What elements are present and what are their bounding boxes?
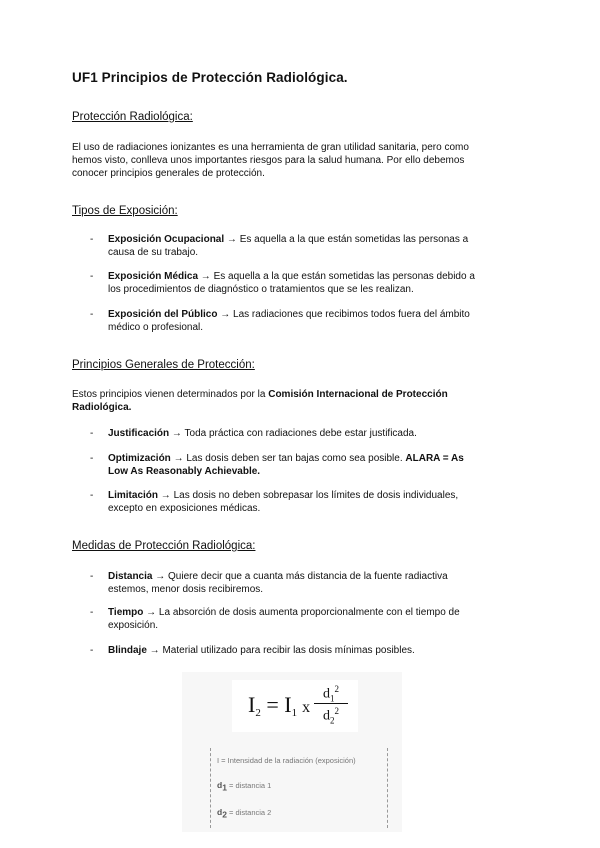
num-sub: 1 bbox=[330, 693, 335, 704]
item-term: Optimización bbox=[108, 453, 171, 464]
item-term: Exposición Médica → bbox=[108, 271, 211, 282]
item-text: Es aquella a la que están sometidas las personas debido a bbox=[210, 271, 475, 282]
legend-d1-text: = distancia 1 bbox=[229, 781, 272, 790]
den-d: d bbox=[323, 708, 330, 724]
den-sub: 2 bbox=[330, 715, 335, 726]
item-text: → Las dosis deben ser tan bajas como sea posible. bbox=[170, 453, 406, 464]
item-text-cont: exposición. bbox=[108, 620, 159, 631]
list-dash: - bbox=[90, 234, 94, 245]
item-term: Tiempo → bbox=[108, 607, 157, 618]
inverse-square-formula-figure bbox=[182, 672, 402, 832]
item-term: Distancia bbox=[108, 571, 153, 582]
item-text: La absorción de dosis aumenta proporcionalmente con el tiempo de bbox=[156, 607, 460, 618]
list-dash: - bbox=[90, 271, 94, 282]
item-text: → Las dosis no deben sobrepasar los límites de dosis individuales, bbox=[158, 490, 459, 501]
heading-principios-generales: Principios Generales de Protección: bbox=[72, 359, 255, 371]
formula-lhs-sub: 2 bbox=[255, 707, 261, 719]
item-text: → Material utilizado para recibir las dosis mínimas posibles. bbox=[146, 645, 415, 656]
commission-name: Comisión Internacional de Protección bbox=[268, 389, 448, 400]
intro-paragraph bbox=[72, 141, 534, 180]
item-text-cont: médico o profesional. bbox=[108, 322, 204, 333]
document-title: UF1 Principios de Protección Radiológica. bbox=[72, 70, 348, 85]
legend-d2-text: = distancia 2 bbox=[229, 808, 272, 817]
item-term: Limitación bbox=[108, 490, 159, 501]
formula-lhs: I bbox=[248, 692, 256, 717]
num-d: d bbox=[323, 686, 330, 702]
den-sup: 2 bbox=[334, 706, 339, 716]
legend-d1-symbol: d bbox=[217, 780, 223, 790]
alara-term: ALARA = As bbox=[405, 453, 464, 464]
list-dash: - bbox=[90, 453, 94, 464]
list-dash: - bbox=[90, 428, 94, 439]
intro-line-3: conocer principios generales de protección. bbox=[72, 168, 265, 179]
item-text: → Quiere decir que a cuanta más distancia de la fuente radiactiva bbox=[152, 571, 448, 582]
formula-expression bbox=[248, 692, 315, 719]
legend-distance-2 bbox=[217, 807, 271, 820]
item-term: Exposición del Público bbox=[108, 309, 218, 320]
item-term: Exposición Ocupacional → bbox=[108, 234, 237, 245]
heading-tipos-exposicion: Tipos de Exposición: bbox=[72, 205, 178, 217]
list-dash: - bbox=[90, 490, 94, 501]
legend-d2-sub: 2 bbox=[222, 809, 227, 820]
list-dash: - bbox=[90, 571, 94, 582]
legend-d2-symbol: d bbox=[217, 807, 223, 817]
alara-term-cont: Low As Reasonably Achievable. bbox=[108, 466, 261, 477]
formula-rhs: I bbox=[284, 692, 292, 717]
item-text-cont: causa de su trabajo. bbox=[108, 247, 199, 258]
formula-rhs-sub: 1 bbox=[291, 707, 298, 719]
formula-legend bbox=[210, 748, 388, 828]
list-dash: - bbox=[90, 309, 94, 320]
fraction-numerator bbox=[314, 684, 348, 704]
formula-times: x bbox=[302, 699, 311, 716]
item-text: Es aquella a la que están sometidas las personas a bbox=[236, 234, 469, 245]
formula-equals: = bbox=[266, 692, 279, 717]
heading-proteccion-radiologica: Protección Radiológica: bbox=[72, 111, 193, 123]
intro-line-2: hemos visto, conlleva unos importantes riesgos para la salud humana. Por ello debemos bbox=[72, 155, 465, 166]
item-text: → Toda práctica con radiaciones debe estar justificada. bbox=[169, 428, 417, 439]
item-text-cont: estemos, menor dosis recibiremos. bbox=[108, 584, 264, 595]
formula-fraction bbox=[314, 684, 348, 726]
item-term: Justificación bbox=[108, 428, 170, 439]
item-text-cont: excepto en exposiciones médicas. bbox=[108, 503, 261, 514]
heading-medidas-proteccion: Medidas de Protección Radiológica: bbox=[72, 540, 256, 552]
legend-intensity: I = Intensidad de la radiación (exposición) bbox=[217, 756, 356, 765]
list-dash: - bbox=[90, 645, 94, 656]
commission-name-cont: Radiológica. bbox=[72, 402, 132, 413]
intro-line-1: El uso de radiaciones ionizantes es una herramienta de gran utilidad sanitaria, pero como bbox=[72, 142, 469, 153]
principles-intro bbox=[72, 388, 534, 414]
list-dash: - bbox=[90, 607, 94, 618]
item-text-cont: los procedimientos de diagnóstico o tratamientos que se les realizan. bbox=[108, 284, 414, 295]
fraction-denominator bbox=[314, 706, 348, 726]
item-term: Blindaje bbox=[108, 645, 147, 656]
principles-intro-text: Estos principios vienen determinados por la bbox=[72, 389, 269, 400]
legend-distance-1 bbox=[217, 780, 271, 793]
legend-d1-sub: 1 bbox=[222, 782, 227, 793]
item-text: → Las radiaciones que recibimos todos fuera del ámbito bbox=[217, 309, 470, 320]
num-sup: 2 bbox=[334, 684, 339, 694]
